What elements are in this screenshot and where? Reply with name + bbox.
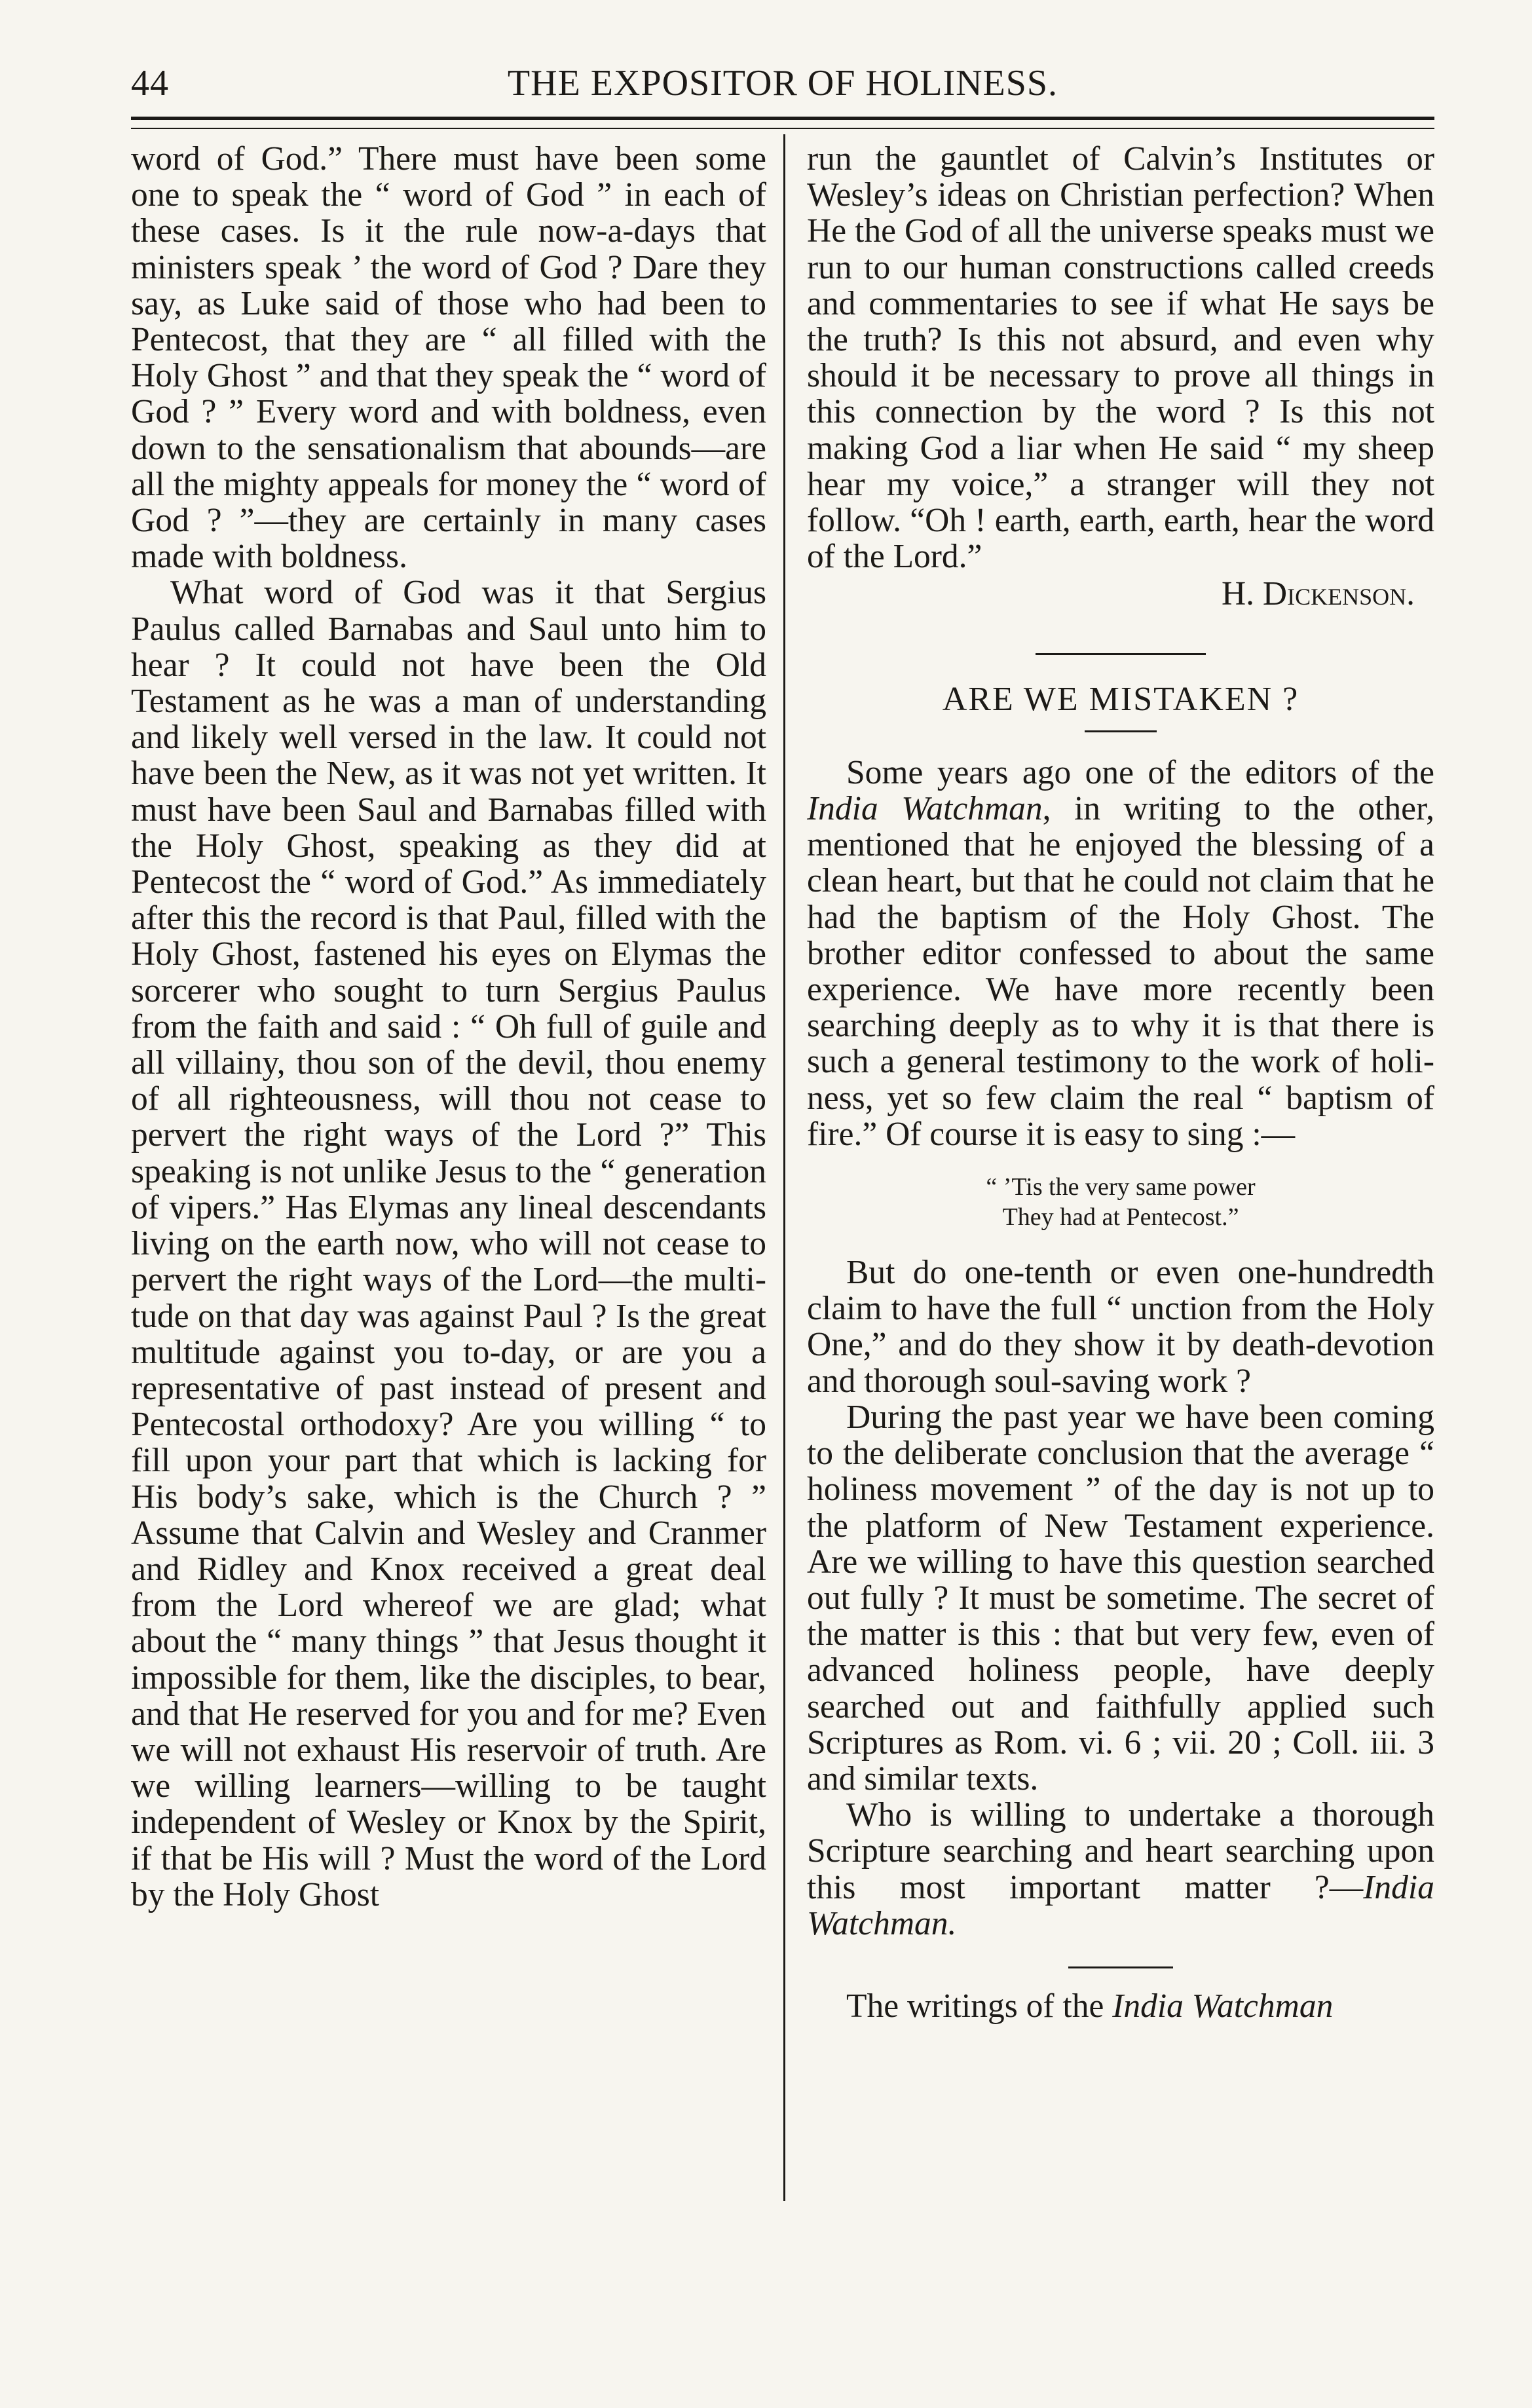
paragraph (807, 1797, 1434, 1942)
right-column (807, 141, 1434, 2224)
column-divider (783, 134, 785, 2201)
text-run: Who is willing to undertake a thorough Scripture searching and heart searching upon this most important matter ?— (807, 1796, 1434, 1906)
text-run: Some years ago one of the editors of the (846, 753, 1434, 791)
publication-name: India Watchman (1112, 1987, 1334, 2025)
publication-name: India Watchman (807, 790, 1043, 828)
author-signature: H. Dickenson. (1221, 575, 1415, 613)
poem-line: They had at Pentecost.” (1002, 1203, 1239, 1232)
article-separator-rule (1068, 1966, 1173, 1968)
text-run: The writings of the (846, 1987, 1113, 2025)
source-citation: India Watchman. (807, 1868, 1434, 1942)
page-header (131, 62, 1434, 108)
paragraph: But do one-tenth or even one-hundredth claim to have the full “ unction from the Holy One,” and do they show it by death-devotion and thorough soul-saving work ? (807, 1254, 1434, 1400)
text-run: , in writing to the other, mentioned that he enjoyed the blessing of a clean heart, but that he could not claim that he had the baptism of the Holy Ghost. The brother editor confessed to about the same experience. We have more recently been searching deeply as to why it is that there is such a general testimony to the work of holiness, yet so few claim the real “ baptism of fire.” Of course it is easy to sing :— (807, 790, 1434, 1153)
paragraph: What word of God was it that Sergius Paulus called Barnabas and Saul unto him to hear ? It could not have been the Old Testament as he was a man of understanding and likely well versed in the law. It could not have been the New, as it was not yet written. It must have been Saul and Barnabas filled with the Holy Ghost, speaking as they did at Pentecost the “ word of God.” As immediately after this the record is that Paul, filled with the Holy Ghost, fastened his eyes on Elymas the sorcerer who sought to turn Sergius Paulus from the faith and said : “ Oh full of guile and all villainy, thou son of the devil, thou enemy of all righteousness, will thou not cease to pervert the right ways of the Lord ?” This speaking is not unlike Jesus to the “ generation of vipers.” Has Elymas any lineal descendants living on the earth now, who will not cease to pervert the right ways of the Lord—the multitude on that day was against Paul ? Is the great multitude against you to-day, or are you a representative of past instead of present and Pentecostal orthodoxy? Are you willing “ to fill upon your part that which is lacking for His body’s sake, which is the Church ? ” Assume that Calvin and Wesley and Cranmer and Ridley and Knox received a great deal from the Lord whereof we are glad; what about the “ many things ” that Jesus thought it impossible for them, like the disciples, to bear, and that He reserved for you and for me? Even we will not exhaust His reservoir of truth. Are we willing learners—willing to be taught independent of Wesley or Knox by the Spirit, if that be His will ? Must the word of the Lord by the Holy Ghost (131, 574, 766, 1913)
paragraph: run the gauntlet of Calvin’s Institutes or Wesley’s ideas on Christian perfection? When He the God of all the universe speaks must we run to our human constructions called creeds and commentaries to see if what He says be the truth? Is this not absurd, and even why should it be necessary to prove all things in this connection by the word ? Is this not making God a liar when He said “ my sheep hear my voice,” a stranger will they not follow. “Oh ! earth, earth, earth, hear the word of the Lord.” (807, 141, 1434, 576)
article-separator-rule (1036, 653, 1206, 655)
paragraph (807, 1988, 1434, 2024)
paragraph: word of God.” There must have been some one to speak the “ word of God ” in each of these cases. Is it the rule now-a-days that ministers speak ’ the word of God ? Dare they say, as Luke said of those who had been to Pentecost, that they are “ all filled with the Holy Ghost ” and that they speak the “ word of God ? ” Every word and with boldness, even down to the sensationalism that abounds—are all the mighty appeals for money the “ word of God ? ”—they are certainly in many cases made with boldness. (131, 141, 766, 576)
paragraph: During the past year we have been coming to the deliberate conclusion that the average “ holiness movement ” of the day is not up to the platform of New Testament experience. Are we willing to have this question searched out fully ? It must be sometime. The secret of the matter is this : that but very few, even of advanced holiness people, have deeply searched out and faithfully applied such Scriptures as Rom. vi. 6 ; vii. 20 ; Coll. iii. 3 and similar texts. (807, 1398, 1434, 1797)
paragraph (807, 755, 1434, 1152)
poem-line: “ ’Tis the very same power (986, 1173, 1256, 1201)
page-number: 44 (131, 63, 169, 103)
title-underline-rule (1085, 730, 1157, 732)
left-column (131, 141, 766, 2224)
header-double-rule (131, 117, 1434, 129)
article-title: ARE WE MISTAKEN ? (942, 680, 1299, 718)
poem-quote (807, 1172, 1434, 1232)
running-title: THE EXPOSITOR OF HOLINESS. (507, 63, 1058, 103)
